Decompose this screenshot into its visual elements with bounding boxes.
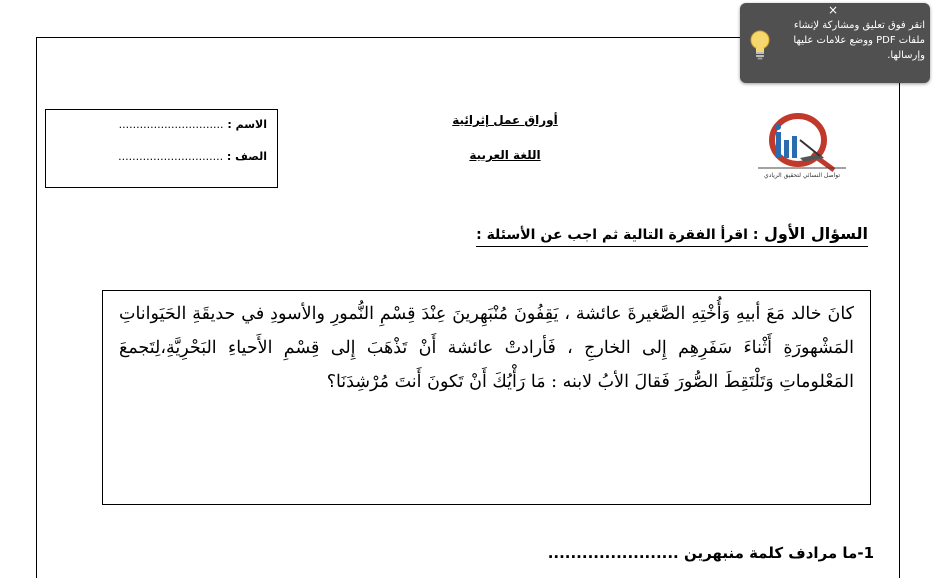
passage-text: كانَ خالد مَعَ أبيهِ وَأُخْتِهِ الصَّغيرةَ عائشة ، يَقِفُونَ مُنْبَهِرينَ عِنْدَ قِسْمِ النُّمورِ والأسودِ في حديقَةِ الحَيَواناتِ المَشْهورَةِ أَثْناءَ سَفَرِهِم إِلى الخارجِ ، فَأرادتْ عائشة أَنْ تَذْهَبَ إِلى قِسْمِ الأَحياءِ البَحْرِيَّةِ،لِتَجمعَ المَعْلوماتِ وَتَلْتَقِطَ الصُّورَ فَقالَ الأبُ لابنه : مَا رَأْيُكَ أَنْ تَكونَ أَنتَ مُرْشِدَنَا؟ xyxy=(119,304,854,392)
subject-title-text: اللغة العربية xyxy=(469,148,541,162)
worksheet-title xyxy=(420,113,590,127)
worksheet-title-text: أوراق عمل إثرائية xyxy=(452,113,558,127)
class-row xyxy=(118,150,267,163)
name-row xyxy=(119,118,267,131)
logo-graphic xyxy=(754,110,850,180)
lightbulb-icon xyxy=(749,30,771,60)
sub-question-1: 1-ما مرادف كلمة منبهرين ....................... xyxy=(547,544,874,562)
subject-title xyxy=(420,148,590,162)
logo-caption: تواصل النسائي لتحقيق الريادي xyxy=(764,172,840,179)
name-field[interactable]: .............................. xyxy=(118,118,224,131)
tooltip-text: انقر فوق تعليق ومشاركة لإنشاء ملفات PDF ووضع علامات عليها وإرسالها. xyxy=(793,20,925,61)
class-field[interactable]: .............................. xyxy=(118,150,224,163)
passage-box xyxy=(102,290,871,505)
question-instruction: : اقرأ الفقرة التالية ثم اجب عن الأسئلة : xyxy=(476,227,759,243)
name-label: الاسم : xyxy=(227,118,267,131)
question-number: السؤال الأول xyxy=(764,224,868,243)
class-label: الصف : xyxy=(226,150,267,163)
close-icon[interactable]: × xyxy=(827,3,839,17)
student-info-box xyxy=(45,109,278,188)
question-heading xyxy=(476,224,868,247)
school-logo xyxy=(754,110,850,180)
